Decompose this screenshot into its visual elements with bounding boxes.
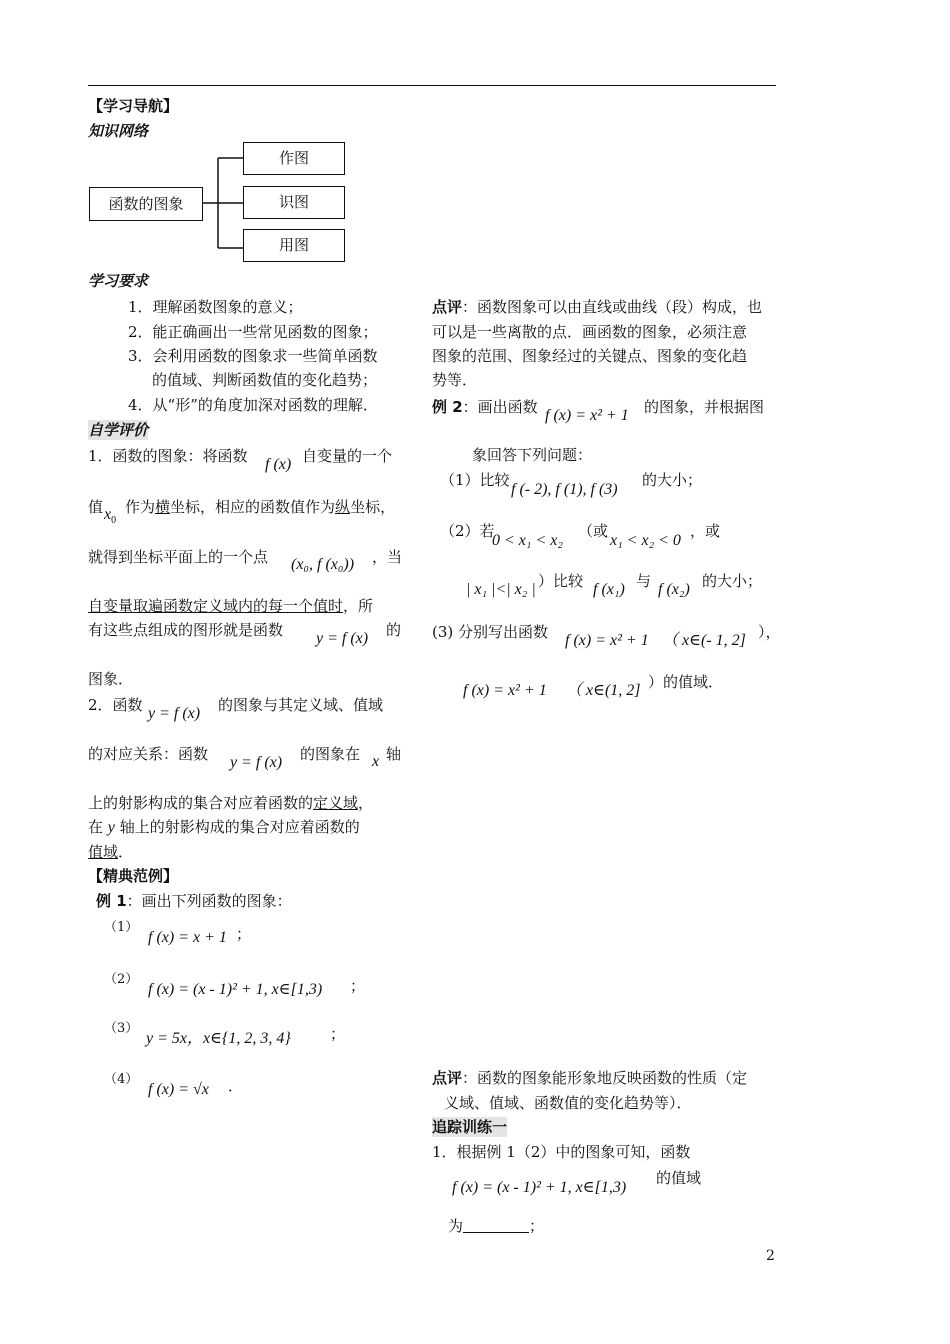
- math-ineq2: x₁ < x₂ < 0: [610, 532, 681, 549]
- math-yfx: y = f (x): [148, 705, 201, 722]
- text: ，: [358, 794, 374, 812]
- text: 作为: [125, 498, 156, 516]
- examples-header: 【精典范例】: [88, 867, 179, 885]
- requirement-item: 2．能正确画出一些常见函数的图象；: [128, 323, 378, 341]
- text: ．: [118, 843, 134, 861]
- diagram-root-box: [89, 187, 203, 221]
- self-eval-p2-line4: [88, 817, 360, 838]
- example-item-num: （3）: [104, 1021, 139, 1036]
- text: 就得到坐标平面上的一个点: [88, 548, 269, 566]
- math-q3-domain2: （ x∈(1, 2]: [566, 682, 641, 699]
- page-number: 2: [766, 1248, 775, 1264]
- math-fx: f (x): [265, 456, 292, 473]
- text: 上的射影构成的集合对应着函数的: [88, 794, 314, 812]
- text: (3) 分别写出函数: [432, 623, 549, 641]
- text: （1）比较: [440, 471, 510, 489]
- text: 的大小；: [702, 572, 763, 590]
- text: 坐标，相应的函数值作为: [170, 498, 336, 516]
- math-q3-f1: f (x) = x² + 1: [565, 632, 649, 649]
- diagram-branch-box: [243, 186, 345, 219]
- math-fx1: f (x₁): [593, 581, 625, 598]
- math-abs: | x₁ |<| x₂ |: [466, 581, 536, 598]
- text: 图象．: [88, 670, 134, 688]
- top-rule: [88, 85, 776, 86]
- math-ineq1: 0 < x₁ < x₂: [492, 532, 563, 549]
- self-eval-title: 自学评价: [88, 421, 149, 439]
- self-eval-p1-line1: [88, 446, 248, 466]
- text: 值: [88, 498, 104, 516]
- text: ：画出函数: [462, 398, 538, 416]
- comment2-line: [432, 1068, 747, 1088]
- text: 1．函数的图象：将函数: [88, 447, 248, 465]
- math-yfx: y = f (x): [316, 630, 369, 647]
- network-title: 知识网络: [88, 122, 149, 140]
- keyword-domain-values: 自变量取遍函数定义域内的每一个值时: [88, 597, 344, 615]
- math-compare: f (- 2), f (1), f (3): [511, 481, 618, 498]
- text: ）的值域．: [648, 673, 724, 691]
- text: 2．函数: [88, 696, 143, 714]
- text: 坐标，: [350, 498, 396, 516]
- drill-answer-line: [448, 1216, 544, 1236]
- requirement-item: 4．从“形”的角度加深对函数的理解．: [128, 396, 378, 414]
- comment-label: 点评: [432, 298, 463, 316]
- math-q3-f2: f (x) = x² + 1: [463, 682, 547, 699]
- example-item-num: （4）: [104, 1072, 139, 1087]
- diagram-branch-label: 识图: [278, 193, 309, 211]
- text: 与: [636, 572, 652, 590]
- text: 的图象在: [300, 745, 361, 763]
- text: 的大小；: [642, 471, 703, 489]
- requirements-title: 学习要求: [88, 272, 149, 290]
- requirement-item: 1．理解函数图象的意义；: [128, 298, 303, 316]
- math-x: x: [372, 753, 380, 770]
- text: ，当: [372, 548, 403, 566]
- example-item-tail: ；: [236, 925, 252, 943]
- self-eval-p2-line3: [88, 793, 373, 813]
- comment-label: 点评: [432, 1069, 463, 1087]
- math-fx-squared: f (x) = x² + 1: [545, 407, 629, 424]
- text: 为: [448, 1217, 464, 1235]
- keyword-range: 值域: [88, 843, 119, 861]
- text: ：函数的图象能形象地反映函数的性质（定: [462, 1069, 748, 1087]
- math-fx2: f (x₂): [658, 581, 690, 598]
- comment1-line: [432, 297, 762, 317]
- example-item-num: （2）: [104, 972, 139, 987]
- text: （2）若: [440, 522, 495, 540]
- text: 轴: [386, 745, 402, 763]
- example-item-num: （1）: [104, 920, 139, 935]
- diagram-branch-box: [243, 142, 345, 175]
- text: ；: [529, 1217, 545, 1235]
- comment1-line: 可以是一些离散的点．画函数的图象，必须注意: [432, 323, 748, 341]
- text: ），: [758, 623, 781, 641]
- math-sub: 0: [111, 515, 117, 527]
- keyword-heng: 横: [155, 498, 171, 516]
- drill-title: 追踪训练一: [432, 1118, 508, 1136]
- example-item-tail: ．: [228, 1077, 244, 1095]
- example-item-expr: f (x) = √x: [148, 1081, 209, 1098]
- example-item-tail: ；: [330, 1025, 346, 1043]
- example2-intro: [432, 397, 538, 417]
- example-item-expr: y = 5x，x∈{1, 2, 3, 4}: [146, 1030, 291, 1047]
- self-eval-p1-line4: [88, 596, 373, 616]
- text: 的图象，并根据图: [644, 398, 765, 416]
- math-x: x: [104, 506, 112, 523]
- diagram-branch-label: 作图: [278, 149, 309, 167]
- text: 的对应关系：函数: [88, 745, 209, 763]
- diagram-branch-box: [243, 229, 345, 262]
- example2-label: 例 2: [432, 398, 463, 416]
- text: 在: [88, 818, 104, 836]
- text: 有这些点组成的图形就是函数: [88, 621, 284, 639]
- comment1-line: 势等．: [432, 371, 478, 389]
- answer-blank[interactable]: [463, 1217, 529, 1233]
- text: 自变量的一个: [302, 447, 393, 465]
- text: ，或: [690, 522, 721, 540]
- example-item-expr: f (x) = x + 1: [148, 929, 227, 946]
- text: ，所: [343, 597, 374, 615]
- text: ：函数图象可以由直线或曲线（段）构成，也: [462, 298, 763, 316]
- math-yfx: y = f (x): [230, 754, 283, 771]
- text: 的值域: [656, 1169, 702, 1187]
- text: 轴上的射影构成的集合对应着函数的: [119, 818, 360, 836]
- text: 1．根据例 1（2）中的图象可知，函数: [432, 1143, 691, 1161]
- requirement-item: 3．会利用函数的图象求一些简单函数: [128, 347, 378, 365]
- self-eval-p2-line5: [88, 842, 133, 862]
- example-item-expr: f (x) = (x - 1)² + 1, x∈[1,3): [148, 981, 323, 998]
- math-q3-domain1: （ x∈(- 1, 2]: [662, 632, 746, 649]
- math-y: y: [107, 819, 115, 836]
- comment2-line: 义域、值域、函数值的变化趋势等）．: [444, 1094, 692, 1112]
- math-drill-expr: f (x) = (x - 1)² + 1, x∈[1,3): [452, 1179, 627, 1196]
- text: 的: [386, 621, 402, 639]
- text: （或: [578, 522, 609, 540]
- example1-intro: [96, 891, 292, 911]
- math-x0: [104, 505, 116, 531]
- example1-label: 例 1: [96, 892, 127, 910]
- math-point: (x₀, f (x₀)): [291, 556, 355, 573]
- self-eval-p1-line2: [125, 497, 395, 517]
- text: ：画出下列函数的图象：: [126, 892, 292, 910]
- keyword-zong: 纵: [335, 498, 351, 516]
- section-header-nav: 【学习导航】: [88, 97, 179, 115]
- diagram-root-label: 函数的图象: [108, 195, 184, 213]
- comment1-line: 图象的范围、图象经过的关键点、图象的变化趋: [432, 347, 748, 365]
- text: 的图象与其定义域、值域: [218, 696, 384, 714]
- text: ）比较: [538, 572, 584, 590]
- requirement-item: 的值域、判断函数值的变化趋势；: [152, 371, 378, 389]
- keyword-domain: 定义域: [313, 794, 359, 812]
- text: 象回答下列问题：: [472, 446, 593, 464]
- example-item-tail: ；: [350, 977, 366, 995]
- diagram-branch-label: 用图: [278, 236, 309, 254]
